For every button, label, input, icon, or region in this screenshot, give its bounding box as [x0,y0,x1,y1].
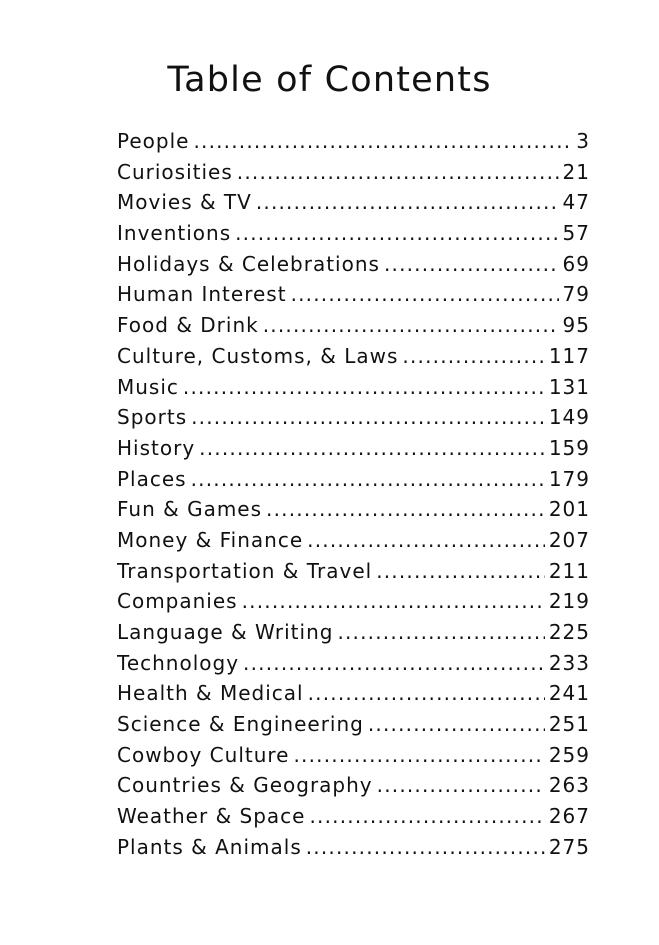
toc-dot-leader [308,678,545,708]
toc-entry [117,157,590,188]
toc-entry [117,556,590,587]
toc-entry-label: Science & Engineering [117,712,364,737]
toc-page-number: 179 [548,466,590,491]
toc-entry [117,218,590,249]
toc-page-number: 275 [548,834,590,859]
toc-entry-label: Movies & TV [117,190,252,215]
toc-entry-label: Food & Drink [117,313,259,338]
toc-page-number: 201 [548,497,590,522]
toc-entry [117,617,590,648]
toc-entry-label: History [117,435,196,460]
toc-dot-leader [309,801,544,831]
page-title: Table of Contents [167,60,492,100]
toc-page-number: 259 [548,742,590,767]
toc-dot-leader [337,617,544,647]
toc-dot-leader [235,218,558,248]
toc-page-number: 79 [562,282,590,307]
toc-page-number: 117 [548,343,590,368]
toc-dot-leader [402,341,544,371]
toc-page-number: 149 [548,405,590,430]
toc-entry-label: Holidays & Celebrations [117,251,380,276]
toc-page-number: 225 [548,620,590,644]
toc-entry-label: Places [117,466,187,491]
toc-entry-label: Health & Medical [117,681,304,706]
toc-page-number: 47 [562,190,590,215]
toc-entry-label: Companies [117,589,238,614]
toc-page-number: 241 [548,681,590,706]
toc-entry-label: Countries & Geography [117,773,373,798]
toc-page-number: 207 [548,527,590,552]
toc-dot-leader [191,464,545,494]
toc-entry [117,740,590,771]
toc-page-number: 69 [562,251,590,276]
toc-entry-label: Transportation & Travel [117,558,373,583]
toc-entry [117,433,590,464]
toc-page-number: 95 [562,313,590,338]
toc-entry [117,709,590,740]
toc-dot-leader [242,586,545,616]
toc-entry [117,586,590,617]
toc-entry-label: Culture, Customs, & Laws [117,343,399,368]
toc-entry-label: People [117,129,190,153]
toc-entry [117,126,590,157]
toc-dot-leader [368,709,545,739]
toc-entry [117,525,590,556]
toc-entry [117,464,590,495]
toc-page-number: 3 [576,129,590,153]
toc-entry [117,801,590,832]
toc-page-number: 251 [548,712,590,737]
toc-entry-label: Weather & Space [117,804,306,829]
toc-dot-leader [376,556,545,586]
toc-page-number: 57 [562,221,590,246]
toc-entry [117,187,590,218]
toc-entry-label: Money & Finance [117,527,304,552]
toc-dot-leader [263,310,559,340]
toc-entry [117,770,590,801]
toc-entry [117,494,590,525]
toc-entry-label: Technology [117,650,240,675]
table-of-contents [117,126,590,863]
toc-dot-leader [243,648,545,678]
toc-dot-leader [256,187,559,217]
toc-dot-leader [294,740,545,770]
toc-dot-leader [237,157,559,187]
toc-entry [117,402,590,433]
toc-entry [117,648,590,679]
toc-entry-label: Language & Writing [117,620,334,644]
toc-entry-label: Cowboy Culture [117,742,290,767]
toc-entry-label: Fun & Games [117,497,263,522]
toc-entry [117,310,590,341]
toc-page-number: 159 [548,435,590,460]
toc-entry [117,832,590,863]
toc-dot-leader [307,525,545,555]
toc-entry [117,249,590,280]
toc-entry-label: Inventions [117,221,232,246]
toc-entry-label: Curiosities [117,159,233,184]
toc-dot-leader [306,832,545,862]
toc-dot-leader [183,372,545,402]
toc-entry [117,678,590,709]
toc-entry-label: Plants & Animals [117,834,302,859]
toc-page-number: 21 [562,159,590,184]
toc-page-number: 131 [548,374,590,399]
toc-page-number: 233 [548,650,590,675]
toc-dot-leader [191,402,545,432]
toc-page-number: 219 [548,589,590,614]
toc-page-number: 267 [548,804,590,829]
toc-page-number: 263 [548,773,590,798]
toc-entry-label: Sports [117,405,188,430]
toc-entry-label: Human Interest [117,282,287,307]
toc-dot-leader [384,249,559,279]
toc-dot-leader [291,279,559,309]
toc-entry [117,372,590,403]
toc-entry [117,279,590,310]
toc-page-number: 211 [548,558,590,583]
toc-dot-leader [266,494,545,524]
toc-entry [117,341,590,372]
toc-dot-leader [199,433,545,463]
toc-entry-label: Music [117,374,179,399]
toc-dot-leader [193,126,572,156]
toc-dot-leader [377,770,545,800]
